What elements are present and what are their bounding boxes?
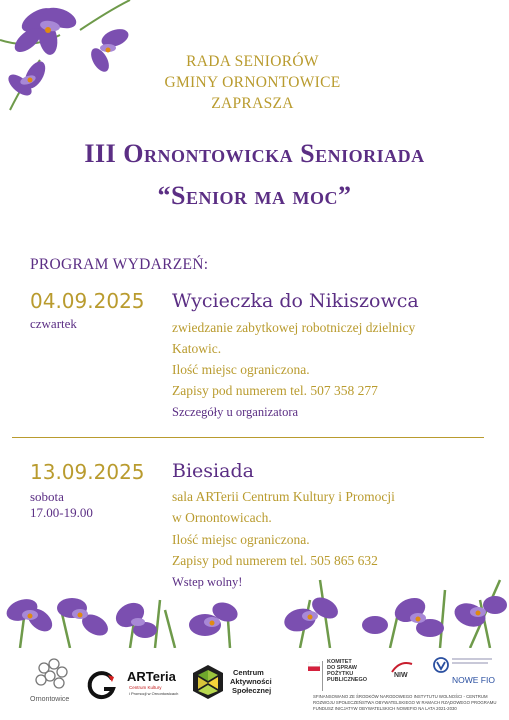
event-2-line: w Ornontowicach.: [172, 510, 272, 525]
niw-label: NIW: [394, 672, 408, 679]
event-2-line: sala ARTerii Centrum Kultury i Promocji: [172, 489, 395, 504]
funding-note: FUNDUSZ INICJATYW OBYWATELSKICH NOWEFIO NA LATA 2021-2030: [313, 706, 457, 711]
header-line-3: ZAPRASZA: [211, 95, 294, 112]
event-1-line: Katowic.: [172, 341, 222, 356]
event-2-day: sobota: [30, 489, 64, 504]
event-1-title: Wycieczka do Nikiszowca: [172, 290, 419, 312]
komitet-flag-icon: [308, 662, 320, 671]
ornontowice-label: Ornontowice: [30, 696, 70, 703]
komitet-line: DO SPRAW: [327, 665, 357, 671]
event-2-date: 13.09.2025: [30, 460, 145, 484]
arteria-label: ARTeria: [127, 669, 176, 684]
arteria-sub: Centrum Kultury: [129, 685, 162, 690]
funding-note: ROZWOJU SPOŁECZEŃSTWA OBYWATELSKIEGO W RAMACH RZĄDOWEGO PROGRAMU: [313, 700, 497, 705]
nowe-fio-label: NOWE FIO: [452, 675, 495, 685]
header-line-1: RADA SENIORÓW: [186, 53, 319, 70]
centrum-line: Centrum: [233, 668, 264, 677]
centrum-line: Aktywności: [230, 677, 272, 686]
sponsor-footer: [0, 650, 509, 720]
komitet-line: POŻYTKU: [327, 671, 354, 677]
nowe-fio-caption-bar: [452, 658, 492, 660]
nowe-fio-logo-icon: [433, 656, 449, 674]
nowe-fio-caption-bar: [452, 662, 488, 664]
event-1-line: Zapisy pod numerem tel. 507 358 277: [172, 383, 378, 398]
komitet-line: KOMITET: [327, 659, 352, 665]
centrum-hexagon-logo-icon: [192, 664, 224, 700]
ornontowice-logo-icon: [32, 658, 72, 692]
event-title: III Ornontowicka Senioriada: [84, 139, 425, 168]
event-2-line: Zapisy pod numerem tel. 505 865 632: [172, 553, 378, 568]
komitet-divider: [322, 661, 323, 691]
event-2-time: 17.00-19.00: [30, 505, 93, 520]
centrum-line: Społecznej: [232, 686, 272, 695]
crocus-border-icon: [0, 570, 509, 648]
funding-note: SFINANSOWANO ZE ŚRODKÓW NARODOWEGO INSTYTUTU WOLNOŚCI - CENTRUM: [313, 694, 488, 699]
arteria-sub: i Promocji w Ornontowicach: [129, 691, 179, 696]
event-1-date: 04.09.2025: [30, 289, 145, 313]
event-2-line: Ilość miejsc ograniczona.: [172, 532, 310, 547]
organizer-header: [120, 51, 385, 114]
event-slogan: “Senior ma moc”: [157, 181, 352, 210]
arteria-logo-icon: [86, 669, 118, 701]
program-label: PROGRAM WYDARZEŃ:: [30, 256, 209, 273]
header-line-2: GMINY ORNONTOWICE: [164, 74, 341, 91]
section-divider: [12, 437, 484, 438]
event-1-day: czwartek: [30, 316, 77, 331]
event-1-note: Szczegóły u organizatora: [172, 405, 299, 419]
event-2-title: Biesiada: [172, 460, 254, 482]
event-1-line: Ilość miejsc ograniczona.: [172, 362, 310, 377]
komitet-line: PUBLICZNEGO: [327, 677, 368, 683]
event-1-line: zwiedzanie zabytkowej robotniczej dzielnicy: [172, 320, 416, 335]
event-2-note: Wstep wolny!: [172, 575, 243, 589]
